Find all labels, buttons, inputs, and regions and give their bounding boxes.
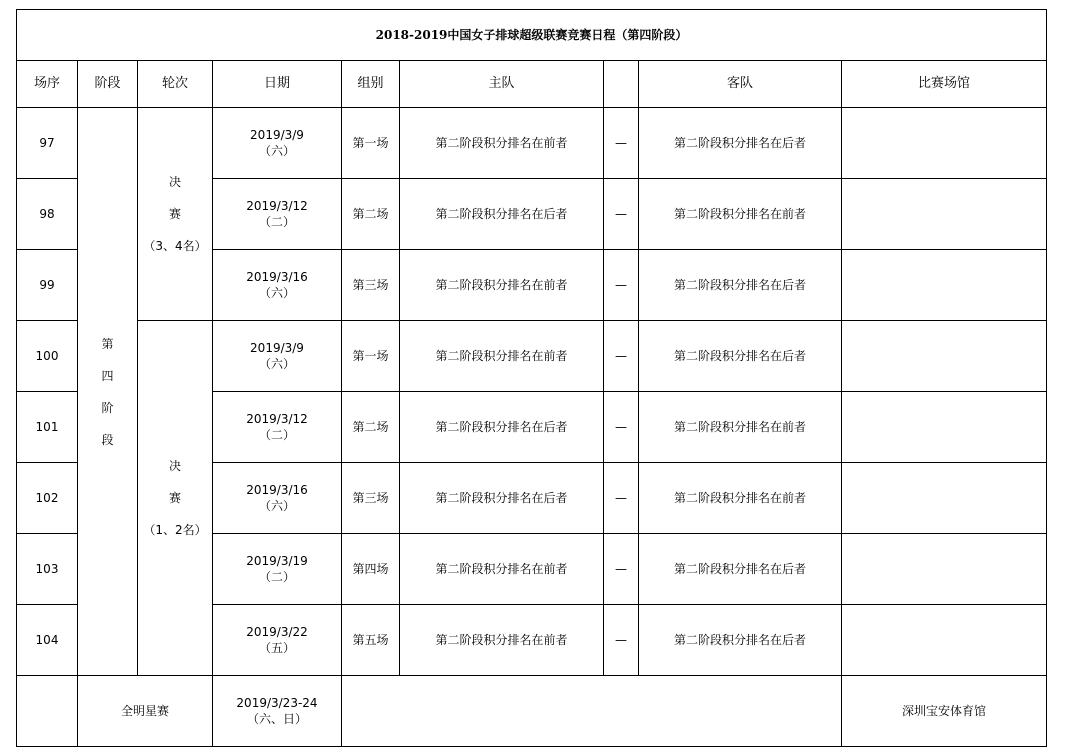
cell-seq: 101: [17, 392, 78, 463]
table-row: [17, 321, 1047, 392]
cell-venue: [842, 534, 1047, 605]
date-text: 2019/3/9: [250, 128, 304, 142]
schedule-table: [16, 9, 1047, 747]
cell-vs: —: [604, 179, 639, 250]
cell-home: 第二阶段积分排名在后者: [400, 392, 604, 463]
weekday-text: （二）: [258, 570, 295, 584]
allstar-venue: 深圳宝安体育馆: [842, 676, 1047, 747]
round-char: 赛: [168, 207, 181, 221]
cell-venue: [842, 605, 1047, 676]
allstar-empty: [342, 676, 842, 747]
cell-vs: —: [604, 108, 639, 179]
round-char: 决: [168, 175, 181, 189]
page-title: 2018-2019中国女子排球超级联赛竞赛日程（第四阶段）: [17, 10, 1047, 61]
header-stage: 阶段: [78, 61, 138, 108]
cell-date: [213, 534, 342, 605]
header-venue: 比赛场馆: [842, 61, 1047, 108]
cell-group: 第四场: [342, 534, 400, 605]
date-text: 2019/3/16: [246, 483, 308, 497]
cell-seq: 102: [17, 463, 78, 534]
cell-away: 第二阶段积分排名在后者: [639, 534, 842, 605]
cell-vs: —: [604, 250, 639, 321]
cell-seq: 103: [17, 534, 78, 605]
cell-group: 第三场: [342, 250, 400, 321]
cell-home: 第二阶段积分排名在前者: [400, 108, 604, 179]
cell-stage: [78, 108, 138, 676]
stage-char: 段: [101, 432, 114, 447]
cell-vs: —: [604, 321, 639, 392]
cell-home: 第二阶段积分排名在前者: [400, 605, 604, 676]
cell-round-3-4: [138, 108, 213, 321]
cell-vs: —: [604, 534, 639, 605]
cell-group: 第一场: [342, 108, 400, 179]
cell-home: 第二阶段积分排名在前者: [400, 321, 604, 392]
round-char: 决: [168, 459, 181, 473]
cell-venue: [842, 463, 1047, 534]
cell-venue: [842, 108, 1047, 179]
cell-home: 第二阶段积分排名在前者: [400, 250, 604, 321]
header-round: 轮次: [138, 61, 213, 108]
cell-group: 第五场: [342, 605, 400, 676]
cell-away: 第二阶段积分排名在后者: [639, 321, 842, 392]
cell-group: 第二场: [342, 392, 400, 463]
stage-char: 阶: [101, 400, 114, 415]
cell-date: [213, 179, 342, 250]
cell-home: 第二阶段积分排名在后者: [400, 179, 604, 250]
allstar-row: [17, 676, 1047, 747]
cell-round-1-2: [138, 321, 213, 676]
header-seq: 场序: [17, 61, 78, 108]
cell-seq: 100: [17, 321, 78, 392]
cell-away: 第二阶段积分排名在前者: [639, 392, 842, 463]
round-rank: （1、2名）: [143, 523, 207, 537]
cell-date: [213, 108, 342, 179]
weekday-text: （六、日）: [246, 712, 307, 726]
cell-seq: 104: [17, 605, 78, 676]
stage-char: 四: [101, 368, 114, 383]
cell-venue: [842, 321, 1047, 392]
cell-seq: 98: [17, 179, 78, 250]
date-text: 2019/3/19: [246, 554, 308, 568]
header-group: 组别: [342, 61, 400, 108]
weekday-text: （二）: [258, 428, 295, 442]
cell-seq: 97: [17, 108, 78, 179]
cell-seq-empty: [17, 676, 78, 747]
weekday-text: （二）: [258, 215, 295, 229]
header-date: 日期: [213, 61, 342, 108]
cell-vs: —: [604, 392, 639, 463]
cell-away: 第二阶段积分排名在前者: [639, 179, 842, 250]
cell-date: [213, 321, 342, 392]
date-text: 2019/3/22: [246, 625, 308, 639]
allstar-label: 全明星赛: [78, 676, 213, 747]
cell-vs: —: [604, 605, 639, 676]
cell-group: 第三场: [342, 463, 400, 534]
date-text: 2019/3/12: [246, 412, 308, 426]
cell-home: 第二阶段积分排名在前者: [400, 534, 604, 605]
cell-group: 第二场: [342, 179, 400, 250]
weekday-text: （六）: [258, 499, 295, 513]
header-away: 客队: [639, 61, 842, 108]
cell-seq: 99: [17, 250, 78, 321]
round-rank: （3、4名）: [143, 239, 207, 253]
allstar-date: [213, 676, 342, 747]
cell-home: 第二阶段积分排名在后者: [400, 463, 604, 534]
weekday-text: （五）: [258, 641, 295, 655]
header-home: 主队: [400, 61, 604, 108]
cell-date: [213, 392, 342, 463]
header-row: [17, 61, 1047, 108]
date-text: 2019/3/12: [246, 199, 308, 213]
date-text: 2019/3/23-24: [236, 696, 318, 710]
cell-venue: [842, 250, 1047, 321]
cell-vs: —: [604, 463, 639, 534]
stage-char: 第: [101, 336, 114, 351]
cell-away: 第二阶段积分排名在后者: [639, 605, 842, 676]
cell-away: 第二阶段积分排名在后者: [639, 250, 842, 321]
weekday-text: （六）: [258, 357, 295, 371]
cell-group: 第一场: [342, 321, 400, 392]
cell-away: 第二阶段积分排名在后者: [639, 108, 842, 179]
round-char: 赛: [168, 491, 181, 505]
date-text: 2019/3/16: [246, 270, 308, 284]
date-text: 2019/3/9: [250, 341, 304, 355]
cell-venue: [842, 392, 1047, 463]
cell-venue: [842, 179, 1047, 250]
weekday-text: （六）: [258, 286, 295, 300]
table-row: [17, 108, 1047, 179]
cell-date: [213, 250, 342, 321]
cell-date: [213, 605, 342, 676]
header-vs: [604, 61, 639, 108]
cell-away: 第二阶段积分排名在前者: [639, 463, 842, 534]
weekday-text: （六）: [258, 144, 295, 158]
cell-date: [213, 463, 342, 534]
